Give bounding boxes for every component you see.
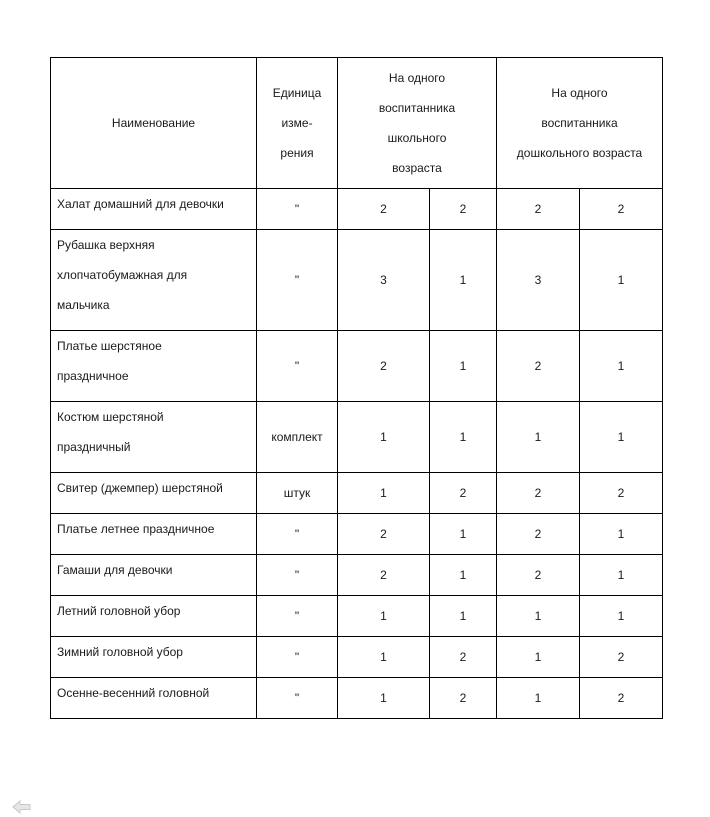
back-arrow-icon[interactable] xyxy=(12,799,32,815)
table-row xyxy=(51,473,663,514)
quantity-cell: 1 xyxy=(338,596,430,637)
header-name-text: Наименование xyxy=(111,116,196,130)
item-name-line: Летний головной убор xyxy=(57,604,181,618)
quantity-cell: 1 xyxy=(497,402,580,473)
table-row xyxy=(51,637,663,678)
quantity-cell: 1 xyxy=(580,230,663,331)
table-row xyxy=(51,230,663,331)
quantity-cell: 2 xyxy=(497,473,580,514)
quantity-cell: 1 xyxy=(580,514,663,555)
quantity-cell: 1 xyxy=(580,596,663,637)
header-school xyxy=(338,58,497,189)
item-name-line: хлопчатобумажная для xyxy=(57,268,188,282)
quantity-cell: 1 xyxy=(430,596,497,637)
item-name-line: Гамаши для девочки xyxy=(57,563,173,577)
unit-cell: " xyxy=(257,596,338,637)
quantity-cell: 1 xyxy=(580,331,663,402)
quantity-cell: 1 xyxy=(497,637,580,678)
item-name-line: Свитер (джемпер) шерстяной xyxy=(57,481,223,495)
quantity-cell: 1 xyxy=(338,473,430,514)
quantity-cell: 1 xyxy=(497,596,580,637)
quantity-cell: 3 xyxy=(338,230,430,331)
header-preschool xyxy=(497,58,663,189)
quantity-cell: 2 xyxy=(338,189,430,230)
quantity-cell: 1 xyxy=(580,555,663,596)
item-name-cell xyxy=(51,678,257,719)
unit-cell: " xyxy=(257,331,338,402)
quantity-cell: 2 xyxy=(497,514,580,555)
quantity-cell: 1 xyxy=(430,230,497,331)
quantity-cell: 2 xyxy=(430,637,497,678)
unit-cell: штук xyxy=(257,473,338,514)
item-name-cell xyxy=(51,555,257,596)
unit-cell: " xyxy=(257,555,338,596)
unit-cell: комплект xyxy=(257,402,338,473)
item-name-line: Осенне-весенний головной xyxy=(57,686,210,700)
quantity-cell: 2 xyxy=(497,331,580,402)
item-name-line: праздничное xyxy=(57,369,129,383)
item-name-line: мальчика xyxy=(57,298,110,312)
quantity-cell: 1 xyxy=(430,514,497,555)
unit-cell: " xyxy=(257,230,338,331)
quantity-cell: 1 xyxy=(338,637,430,678)
item-name-line: Платье шерстяное xyxy=(57,339,162,353)
quantity-cell: 2 xyxy=(580,189,663,230)
table-row xyxy=(51,189,663,230)
item-name-line: Платье летнее праздничное xyxy=(57,522,215,536)
quantity-cell: 2 xyxy=(430,473,497,514)
header-unit-line: Единица xyxy=(272,86,322,100)
quantity-cell: 3 xyxy=(497,230,580,331)
item-name-cell xyxy=(51,402,257,473)
quantity-cell: 1 xyxy=(430,331,497,402)
table-row xyxy=(51,555,663,596)
header-unit-line: изме- xyxy=(281,116,313,130)
table-row xyxy=(51,331,663,402)
table-row xyxy=(51,678,663,719)
header-school-line: На одного xyxy=(388,71,446,85)
unit-cell: " xyxy=(257,189,338,230)
clothing-norms-table xyxy=(50,57,663,719)
item-name-cell xyxy=(51,473,257,514)
header-school-line: школьного xyxy=(387,131,447,145)
quantity-cell: 2 xyxy=(338,331,430,402)
header-row xyxy=(51,58,663,189)
header-unit xyxy=(257,58,338,189)
quantity-cell: 2 xyxy=(430,189,497,230)
item-name-line: Зимний головной убор xyxy=(57,645,183,659)
quantity-cell: 2 xyxy=(580,637,663,678)
quantity-cell: 2 xyxy=(580,473,663,514)
quantity-cell: 1 xyxy=(430,555,497,596)
item-name-cell xyxy=(51,637,257,678)
quantity-cell: 2 xyxy=(497,189,580,230)
quantity-cell: 1 xyxy=(497,678,580,719)
quantity-cell: 2 xyxy=(430,678,497,719)
unit-cell: " xyxy=(257,514,338,555)
quantity-cell: 1 xyxy=(430,402,497,473)
item-name-cell xyxy=(51,514,257,555)
unit-cell: " xyxy=(257,637,338,678)
header-unit-line: рения xyxy=(280,146,314,160)
table-row xyxy=(51,596,663,637)
quantity-cell: 1 xyxy=(338,402,430,473)
item-name-cell xyxy=(51,331,257,402)
header-name xyxy=(51,58,257,189)
item-name-line: Халат домашний для девочки xyxy=(57,197,224,211)
header-preschool-line: воспитанника xyxy=(541,116,618,130)
item-name-line: Рубашка верхняя xyxy=(57,238,155,252)
quantity-cell: 1 xyxy=(338,678,430,719)
quantity-cell: 2 xyxy=(338,555,430,596)
quantity-cell: 2 xyxy=(497,555,580,596)
table-row xyxy=(51,402,663,473)
quantity-cell: 2 xyxy=(580,678,663,719)
quantity-cell: 2 xyxy=(338,514,430,555)
header-preschool-line: На одного xyxy=(551,86,608,100)
item-name-line: праздничный xyxy=(57,440,131,454)
unit-cell: " xyxy=(257,678,338,719)
item-name-line: Костюм шерстяной xyxy=(57,410,164,424)
item-name-cell xyxy=(51,189,257,230)
header-school-line: воспитанника xyxy=(378,101,456,115)
header-preschool-line: дошкольного возраста xyxy=(516,146,643,160)
table-row xyxy=(51,514,663,555)
item-name-cell xyxy=(51,230,257,331)
header-school-line: возраста xyxy=(392,161,442,175)
item-name-cell xyxy=(51,596,257,637)
quantity-cell: 1 xyxy=(580,402,663,473)
